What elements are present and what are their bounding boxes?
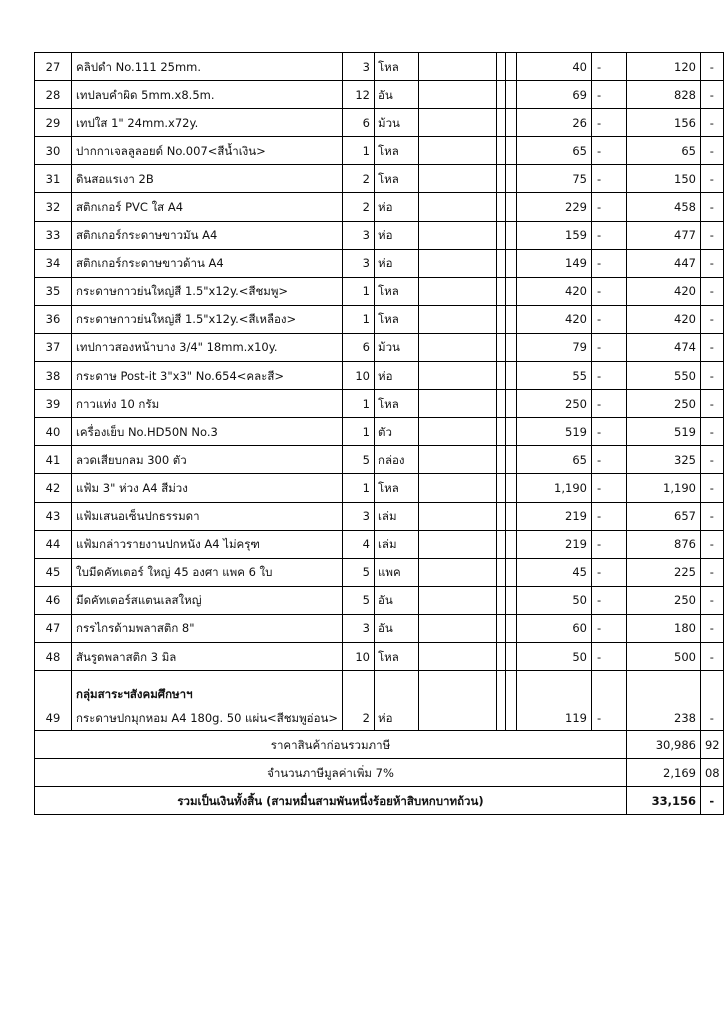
item-name: เทปใส 1" 24mm.x72y. bbox=[72, 109, 343, 137]
item-unit-price-satang: - bbox=[591, 193, 626, 221]
item-unit-price-satang: - bbox=[591, 249, 626, 277]
table-row bbox=[35, 165, 724, 193]
item-unit: โหล bbox=[374, 642, 418, 670]
item-total-satang: - bbox=[700, 333, 723, 361]
item-total: 519 bbox=[626, 418, 700, 446]
item-name: กรรไกรด้ามพลาสติก 8" bbox=[72, 614, 343, 642]
row-number: 36 bbox=[35, 305, 72, 333]
blank-cell bbox=[496, 418, 505, 446]
row-number: 40 bbox=[35, 418, 72, 446]
item-name: เทปกาวสองหน้าบาง 3/4" 18mm.x10y. bbox=[72, 333, 343, 361]
item-unit: แพค bbox=[374, 558, 418, 586]
item-total: 458 bbox=[626, 193, 700, 221]
table-row bbox=[35, 586, 724, 614]
row-number: 41 bbox=[35, 446, 72, 474]
item-qty: 10 bbox=[342, 362, 374, 390]
row-number: 42 bbox=[35, 474, 72, 502]
item-total: 156 bbox=[626, 109, 700, 137]
item-total-satang: - bbox=[700, 558, 723, 586]
grand-total-satang: - bbox=[700, 787, 723, 815]
item-qty: 1 bbox=[342, 305, 374, 333]
blank-cell bbox=[418, 586, 496, 614]
table-row bbox=[35, 474, 724, 502]
item-unit-price-satang: - bbox=[591, 277, 626, 305]
item-unit-price-satang: - bbox=[591, 362, 626, 390]
item-unit: โหล bbox=[374, 137, 418, 165]
item-unit: ห่อ bbox=[374, 671, 418, 731]
blank-cell bbox=[505, 558, 516, 586]
blank-cell bbox=[496, 530, 505, 558]
blank-cell bbox=[496, 305, 505, 333]
row-number: 28 bbox=[35, 81, 72, 109]
blank-cell bbox=[505, 221, 516, 249]
item-unit-price: 219 bbox=[516, 502, 591, 530]
table-row bbox=[35, 277, 724, 305]
item-total: 238 bbox=[626, 671, 700, 731]
item-total-satang: - bbox=[700, 53, 723, 81]
blank-cell bbox=[505, 530, 516, 558]
item-total: 876 bbox=[626, 530, 700, 558]
blank-cell bbox=[505, 446, 516, 474]
item-unit-price: 229 bbox=[516, 193, 591, 221]
subtotal-label: ราคาสินค้าก่อนรวมภาษี bbox=[35, 731, 627, 759]
item-name: เทปลบคำผิด 5mm.x8.5m. bbox=[72, 81, 343, 109]
item-unit-price: 119 bbox=[516, 671, 591, 731]
table-row bbox=[35, 418, 724, 446]
vat-amount: 2,169 bbox=[626, 759, 700, 787]
item-qty: 1 bbox=[342, 277, 374, 305]
blank-cell bbox=[496, 586, 505, 614]
item-unit-price-satang: - bbox=[591, 614, 626, 642]
grand-total-amount: 33,156 bbox=[626, 787, 700, 815]
table-row bbox=[35, 642, 724, 670]
item-name: กระดาษกาวย่นใหญ่สี 1.5"x12y.<สีชมพู> bbox=[72, 277, 343, 305]
item-unit-price-satang: - bbox=[591, 418, 626, 446]
table-row bbox=[35, 333, 724, 361]
item-unit-price: 1,190 bbox=[516, 474, 591, 502]
item-qty: 2 bbox=[342, 165, 374, 193]
item-total-satang: - bbox=[700, 249, 723, 277]
item-total: 657 bbox=[626, 502, 700, 530]
item-name: ดินสอแรเงา 2B bbox=[72, 165, 343, 193]
row-number: 43 bbox=[35, 502, 72, 530]
table-row bbox=[35, 390, 724, 418]
blank-cell bbox=[418, 530, 496, 558]
item-total-satang: - bbox=[700, 305, 723, 333]
item-total: 420 bbox=[626, 277, 700, 305]
row-number: 37 bbox=[35, 333, 72, 361]
item-unit: ตัว bbox=[374, 418, 418, 446]
item-qty: 3 bbox=[342, 221, 374, 249]
row-number: 33 bbox=[35, 221, 72, 249]
item-total-satang: - bbox=[700, 671, 723, 731]
item-total: 500 bbox=[626, 642, 700, 670]
blank-cell bbox=[496, 614, 505, 642]
blank-cell bbox=[496, 221, 505, 249]
table-row bbox=[35, 221, 724, 249]
item-unit-price: 79 bbox=[516, 333, 591, 361]
blank-cell bbox=[418, 558, 496, 586]
item-unit: โหล bbox=[374, 474, 418, 502]
vat-row bbox=[35, 759, 724, 787]
blank-cell bbox=[418, 502, 496, 530]
item-qty: 3 bbox=[342, 249, 374, 277]
item-unit-price: 149 bbox=[516, 249, 591, 277]
subtotal-row bbox=[35, 731, 724, 759]
item-unit-price: 69 bbox=[516, 81, 591, 109]
item-unit-price: 420 bbox=[516, 277, 591, 305]
blank-cell bbox=[505, 614, 516, 642]
item-name: ใบมีดคัทเตอร์ ใหญ่ 45 องศา แพค 6 ใบ bbox=[72, 558, 343, 586]
item-total: 447 bbox=[626, 249, 700, 277]
blank-cell bbox=[496, 390, 505, 418]
item-total-satang: - bbox=[700, 530, 723, 558]
row-number: 30 bbox=[35, 137, 72, 165]
subtotal-satang: 92 bbox=[700, 731, 723, 759]
row-number: 39 bbox=[35, 390, 72, 418]
item-unit-price: 250 bbox=[516, 390, 591, 418]
item-total: 150 bbox=[626, 165, 700, 193]
table-row bbox=[35, 249, 724, 277]
blank-cell bbox=[418, 277, 496, 305]
item-description bbox=[72, 671, 343, 731]
item-total-satang: - bbox=[700, 502, 723, 530]
row-number: 47 bbox=[35, 614, 72, 642]
blank-cell bbox=[418, 221, 496, 249]
blank-cell bbox=[505, 390, 516, 418]
table-row bbox=[35, 558, 724, 586]
item-unit: อัน bbox=[374, 614, 418, 642]
item-name: แฟ้มเสนอเซ็นปกธรรมดา bbox=[72, 502, 343, 530]
blank-cell bbox=[496, 502, 505, 530]
item-total-satang: - bbox=[700, 165, 723, 193]
item-total: 420 bbox=[626, 305, 700, 333]
table-row bbox=[35, 446, 724, 474]
item-qty: 3 bbox=[342, 502, 374, 530]
item-total-satang: - bbox=[700, 614, 723, 642]
blank-cell bbox=[418, 165, 496, 193]
item-qty: 1 bbox=[342, 474, 374, 502]
table-row bbox=[35, 193, 724, 221]
blank-cell bbox=[496, 249, 505, 277]
item-unit: ห่อ bbox=[374, 193, 418, 221]
blank-cell bbox=[496, 109, 505, 137]
item-name: แฟ้ม 3" ห่วง A4 สีม่วง bbox=[72, 474, 343, 502]
item-unit: โหล bbox=[374, 277, 418, 305]
table-row bbox=[35, 530, 724, 558]
table-row bbox=[35, 137, 724, 165]
item-total-satang: - bbox=[700, 109, 723, 137]
item-unit-price: 219 bbox=[516, 530, 591, 558]
blank-cell bbox=[418, 249, 496, 277]
item-total-satang: - bbox=[700, 418, 723, 446]
item-total-satang: - bbox=[700, 586, 723, 614]
blank-cell bbox=[496, 193, 505, 221]
row-number: 48 bbox=[35, 642, 72, 670]
row-number: 49 bbox=[35, 671, 72, 731]
item-total-satang: - bbox=[700, 390, 723, 418]
subtotal-amount: 30,986 bbox=[626, 731, 700, 759]
table-row bbox=[35, 614, 724, 642]
blank-cell bbox=[496, 81, 505, 109]
blank-cell bbox=[505, 671, 516, 731]
item-unit-price-satang: - bbox=[591, 81, 626, 109]
item-unit: เล่ม bbox=[374, 502, 418, 530]
item-unit-price-satang: - bbox=[591, 333, 626, 361]
blank-cell bbox=[505, 249, 516, 277]
item-unit-price-satang: - bbox=[591, 502, 626, 530]
item-unit-price-satang: - bbox=[591, 642, 626, 670]
item-unit-price-satang: - bbox=[591, 586, 626, 614]
item-total: 225 bbox=[626, 558, 700, 586]
item-qty: 5 bbox=[342, 558, 374, 586]
grand-total-row bbox=[35, 787, 724, 815]
blank-cell bbox=[496, 165, 505, 193]
item-unit: อัน bbox=[374, 81, 418, 109]
blank-cell bbox=[496, 277, 505, 305]
blank-cell bbox=[418, 474, 496, 502]
item-unit: โหล bbox=[374, 390, 418, 418]
item-total: 550 bbox=[626, 362, 700, 390]
table-row bbox=[35, 362, 724, 390]
blank-cell bbox=[418, 137, 496, 165]
blank-cell bbox=[505, 305, 516, 333]
blank-cell bbox=[496, 362, 505, 390]
blank-cell bbox=[496, 642, 505, 670]
item-qty: 1 bbox=[342, 418, 374, 446]
item-unit: ม้วน bbox=[374, 109, 418, 137]
blank-cell bbox=[505, 193, 516, 221]
grand-total-label: รวมเป็นเงินทั้งสิ้น (สามหมื่นสามพันหนึ่งร้อยห้าสิบหกบาทถ้วน) bbox=[35, 787, 627, 815]
item-total-satang: - bbox=[700, 81, 723, 109]
item-name: กระดาษ Post-it 3"x3" No.654<คละสี> bbox=[72, 362, 343, 390]
item-unit: อัน bbox=[374, 586, 418, 614]
item-total: 250 bbox=[626, 586, 700, 614]
item-qty: 2 bbox=[342, 193, 374, 221]
item-name: คลิปดำ No.111 25mm. bbox=[72, 53, 343, 81]
blank-cell bbox=[418, 109, 496, 137]
item-unit-price-satang: - bbox=[591, 109, 626, 137]
row-number: 27 bbox=[35, 53, 72, 81]
table-row bbox=[35, 109, 724, 137]
item-total: 120 bbox=[626, 53, 700, 81]
item-total: 477 bbox=[626, 221, 700, 249]
blank-cell bbox=[505, 362, 516, 390]
item-unit-price: 40 bbox=[516, 53, 591, 81]
item-name: มีดคัทเตอร์สแตนเลสใหญ่ bbox=[72, 586, 343, 614]
blank-cell bbox=[418, 418, 496, 446]
item-unit-price: 519 bbox=[516, 418, 591, 446]
blank-cell bbox=[505, 53, 516, 81]
item-unit-price: 50 bbox=[516, 586, 591, 614]
row-number: 29 bbox=[35, 109, 72, 137]
item-total-satang: - bbox=[700, 362, 723, 390]
vat-satang: 08 bbox=[700, 759, 723, 787]
row-number: 34 bbox=[35, 249, 72, 277]
item-unit-price: 420 bbox=[516, 305, 591, 333]
item-qty: 4 bbox=[342, 530, 374, 558]
blank-cell bbox=[496, 137, 505, 165]
item-unit-price: 45 bbox=[516, 558, 591, 586]
item-unit-price-satang: - bbox=[591, 446, 626, 474]
item-qty: 6 bbox=[342, 333, 374, 361]
group-heading: กลุ่มสาระฯสังคมศึกษาฯ bbox=[76, 687, 193, 702]
vat-label: จำนวนภาษีมูลค่าเพิ่ม 7% bbox=[35, 759, 627, 787]
item-unit-price: 65 bbox=[516, 446, 591, 474]
item-unit: เล่ม bbox=[374, 530, 418, 558]
item-total: 65 bbox=[626, 137, 700, 165]
table-row bbox=[35, 305, 724, 333]
row-number: 38 bbox=[35, 362, 72, 390]
item-unit-price-satang: - bbox=[591, 390, 626, 418]
item-total: 828 bbox=[626, 81, 700, 109]
item-total-satang: - bbox=[700, 221, 723, 249]
row-number: 35 bbox=[35, 277, 72, 305]
blank-cell bbox=[505, 333, 516, 361]
item-total: 325 bbox=[626, 446, 700, 474]
item-name: สติกเกอร์กระดาษขาวมัน A4 bbox=[72, 221, 343, 249]
item-unit: โหล bbox=[374, 53, 418, 81]
item-unit-price: 60 bbox=[516, 614, 591, 642]
item-unit: ห่อ bbox=[374, 362, 418, 390]
blank-cell bbox=[505, 165, 516, 193]
item-name: เครื่องเย็บ No.HD50N No.3 bbox=[72, 418, 343, 446]
item-unit-price-satang: - bbox=[591, 165, 626, 193]
item-name: กระดาษกาวย่นใหญ่สี 1.5"x12y.<สีเหลือง> bbox=[72, 305, 343, 333]
blank-cell bbox=[418, 53, 496, 81]
item-total-satang: - bbox=[700, 193, 723, 221]
blank-cell bbox=[505, 81, 516, 109]
item-unit-price: 26 bbox=[516, 109, 591, 137]
blank-cell bbox=[496, 53, 505, 81]
table-row-49 bbox=[35, 671, 724, 731]
item-unit-price: 55 bbox=[516, 362, 591, 390]
item-unit-price-satang: - bbox=[591, 530, 626, 558]
item-unit-price-satang: - bbox=[591, 474, 626, 502]
blank-cell bbox=[418, 193, 496, 221]
row-number: 46 bbox=[35, 586, 72, 614]
item-qty: 12 bbox=[342, 81, 374, 109]
item-name: ปากกาเจลลูลอยด์ No.007<สีน้ำเงิน> bbox=[72, 137, 343, 165]
table-row bbox=[35, 81, 724, 109]
item-qty: 5 bbox=[342, 446, 374, 474]
blank-cell bbox=[496, 446, 505, 474]
item-total: 180 bbox=[626, 614, 700, 642]
item-unit: ห่อ bbox=[374, 249, 418, 277]
item-total: 474 bbox=[626, 333, 700, 361]
row-number: 31 bbox=[35, 165, 72, 193]
item-unit: กล่อง bbox=[374, 446, 418, 474]
blank-cell bbox=[418, 333, 496, 361]
item-name: สติกเกอร์กระดาษขาวด้าน A4 bbox=[72, 249, 343, 277]
item-unit: ม้วน bbox=[374, 333, 418, 361]
blank-cell bbox=[418, 671, 496, 731]
blank-cell bbox=[505, 502, 516, 530]
blank-cell bbox=[418, 614, 496, 642]
row-number: 45 bbox=[35, 558, 72, 586]
blank-cell bbox=[505, 137, 516, 165]
blank-cell bbox=[418, 81, 496, 109]
item-name: สันรูดพลาสติก 3 มิล bbox=[72, 642, 343, 670]
item-unit-price-satang: - bbox=[591, 53, 626, 81]
row-number: 44 bbox=[35, 530, 72, 558]
item-qty: 3 bbox=[342, 53, 374, 81]
blank-cell bbox=[418, 642, 496, 670]
item-qty: 10 bbox=[342, 642, 374, 670]
item-qty: 2 bbox=[342, 671, 374, 731]
item-total-satang: - bbox=[700, 137, 723, 165]
blank-cell bbox=[505, 642, 516, 670]
item-total-satang: - bbox=[700, 446, 723, 474]
blank-cell bbox=[505, 109, 516, 137]
table-row bbox=[35, 53, 724, 81]
item-total-satang: - bbox=[700, 642, 723, 670]
item-name: สติกเกอร์ PVC ใส A4 bbox=[72, 193, 343, 221]
item-qty: 3 bbox=[342, 614, 374, 642]
item-unit-price: 75 bbox=[516, 165, 591, 193]
item-total: 1,190 bbox=[626, 474, 700, 502]
blank-cell bbox=[505, 277, 516, 305]
item-unit: ห่อ bbox=[374, 221, 418, 249]
blank-cell bbox=[505, 586, 516, 614]
item-unit-price-satang: - bbox=[591, 558, 626, 586]
item-name: กระดาษปกมุกหอม A4 180g. 50 แผ่น<สีชมพูอ่อน> bbox=[76, 711, 338, 726]
blank-cell bbox=[418, 305, 496, 333]
blank-cell bbox=[496, 333, 505, 361]
item-total: 250 bbox=[626, 390, 700, 418]
item-unit: โหล bbox=[374, 305, 418, 333]
item-unit-price: 65 bbox=[516, 137, 591, 165]
blank-cell bbox=[418, 446, 496, 474]
blank-cell bbox=[496, 558, 505, 586]
item-unit-price: 50 bbox=[516, 642, 591, 670]
blank-cell bbox=[496, 474, 505, 502]
item-unit-price-satang: - bbox=[591, 671, 626, 731]
row-number: 32 bbox=[35, 193, 72, 221]
item-name: ลวดเสียบกลม 300 ตัว bbox=[72, 446, 343, 474]
item-qty: 1 bbox=[342, 137, 374, 165]
item-total-satang: - bbox=[700, 277, 723, 305]
item-total-satang: - bbox=[700, 474, 723, 502]
item-unit-price-satang: - bbox=[591, 305, 626, 333]
table-row bbox=[35, 502, 724, 530]
item-qty: 5 bbox=[342, 586, 374, 614]
item-unit-price: 159 bbox=[516, 221, 591, 249]
blank-cell bbox=[418, 390, 496, 418]
blank-cell bbox=[505, 418, 516, 446]
item-qty: 1 bbox=[342, 390, 374, 418]
item-name: แฟ้มกล่าวรายงานปกหนัง A4 ไม่ครุฑ bbox=[72, 530, 343, 558]
item-unit-price-satang: - bbox=[591, 137, 626, 165]
blank-cell bbox=[505, 474, 516, 502]
blank-cell bbox=[496, 671, 505, 731]
items-table bbox=[34, 52, 724, 815]
blank-cell bbox=[418, 362, 496, 390]
item-unit: โหล bbox=[374, 165, 418, 193]
item-qty: 6 bbox=[342, 109, 374, 137]
item-unit-price-satang: - bbox=[591, 221, 626, 249]
item-name: กาวแท่ง 10 กรัม bbox=[72, 390, 343, 418]
